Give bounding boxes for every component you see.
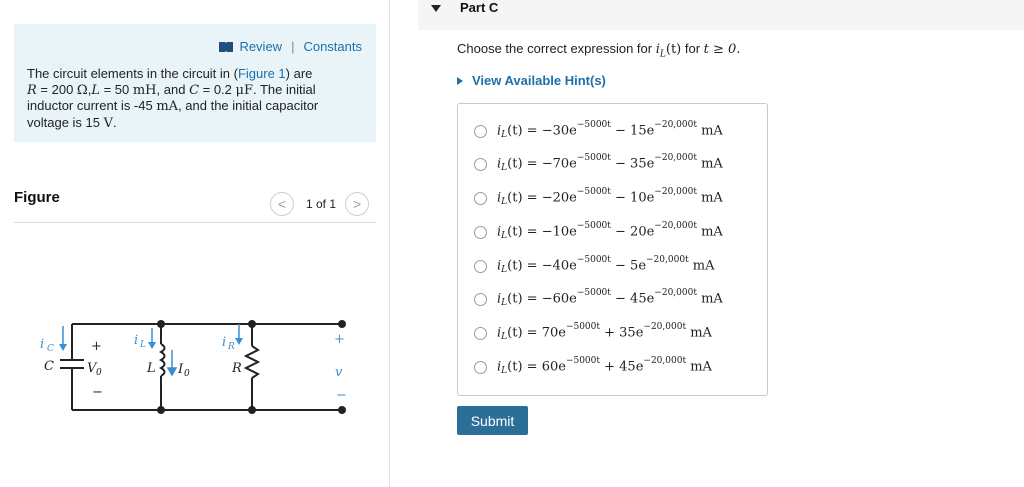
r-symbol: R (27, 82, 37, 98)
v-plus: + (334, 332, 345, 347)
next-figure-button[interactable]: > (345, 192, 369, 216)
figure-link[interactable]: Figure 1 (237, 66, 286, 81)
current-unit: mA (156, 99, 179, 114)
option-expression[interactable]: $i_L(t) = -10e^{-5000t} - 20e^{-20,000t}$ mA (497, 220, 723, 242)
hint-toggle[interactable] (457, 73, 606, 88)
question-mid: for (681, 41, 704, 56)
radio-button[interactable] (474, 158, 487, 171)
problem-info-box (14, 24, 376, 142)
question-text (457, 41, 740, 60)
question-prefix: Choose the correct expression for (457, 41, 656, 56)
caret-down-icon[interactable] (431, 5, 441, 12)
review-link[interactable]: Review (239, 39, 283, 54)
caret-right-icon (457, 77, 463, 85)
l-symbol: L (91, 82, 100, 98)
book-icon (219, 42, 233, 52)
radio-button[interactable] (474, 226, 487, 239)
radio-button[interactable] (474, 192, 487, 205)
vo-minus: − (92, 385, 103, 400)
io-sub: 0 (184, 369, 190, 379)
option-7[interactable] (474, 321, 712, 345)
ir-label: i (222, 335, 227, 350)
problem-text: voltage is 15 (27, 114, 104, 130)
r-value: = 200 (36, 81, 77, 97)
v-minus: − (336, 388, 347, 403)
vo-label: V (87, 361, 97, 376)
answer-options (457, 103, 768, 396)
option-expression[interactable]: $i_L(t) = -70e^{-5000t} - 35e^{-20,000t}$ mA (497, 152, 723, 174)
radio-button[interactable] (474, 260, 487, 273)
figure-title: Figure (14, 189, 60, 206)
c-label: C (44, 359, 54, 374)
prev-figure-button[interactable]: < (270, 192, 294, 216)
option-4[interactable] (474, 220, 723, 244)
c-symbol: C (189, 82, 200, 98)
part-header[interactable] (418, 0, 1024, 30)
problem-text: . (113, 114, 117, 130)
problem-text: The circuit elements in the circuit in ( (27, 66, 238, 81)
v-label: v (335, 365, 343, 380)
submit-button[interactable]: Submit (457, 406, 528, 435)
option-expression[interactable]: $i_L(t) = -20e^{-5000t} - 10e^{-20,000t}$ mA (497, 186, 723, 208)
links-separator: | (291, 39, 295, 54)
il-label: i (134, 333, 139, 348)
voltage-unit: V (103, 115, 113, 131)
question-condition: t ≥ 0. (703, 42, 741, 57)
c-unit: μF (235, 82, 253, 98)
part-title[interactable]: Part C (460, 0, 499, 15)
option-6[interactable] (474, 287, 723, 311)
ic-sub: C (47, 344, 54, 354)
circuit-diagram (30, 310, 360, 420)
option-2[interactable] (474, 152, 723, 176)
figure-pager (270, 192, 369, 216)
option-3[interactable] (474, 186, 723, 210)
ir-sub: R (228, 342, 235, 352)
option-8[interactable] (474, 355, 712, 379)
radio-button[interactable] (474, 361, 487, 374)
problem-text: ) are (285, 66, 313, 81)
figure-count: 1 of 1 (306, 197, 337, 211)
r-label: R (232, 361, 242, 376)
r-unit: Ω (76, 82, 88, 98)
info-links (219, 39, 362, 54)
question-var-sub: L (659, 49, 666, 60)
option-expression[interactable]: $i_L(t) = 60e^{-5000t} + 45e^{-20,000t}$ mA (497, 355, 712, 377)
problem-text: , and the initial capacitor (178, 98, 319, 113)
vo-sub: 0 (96, 368, 102, 378)
panel-divider (389, 0, 390, 487)
problem-text: inductor current is -45 (27, 98, 157, 113)
radio-button[interactable] (474, 125, 487, 138)
question-var: i (655, 42, 660, 57)
option-expression[interactable]: $i_L(t) = 70e^{-5000t} + 35e^{-20,000t}$ mA (497, 321, 712, 343)
l-label: L (147, 361, 156, 376)
problem-text: . The initial (252, 81, 316, 97)
radio-button[interactable] (474, 293, 487, 306)
l-unit: mH (132, 82, 157, 98)
hint-label[interactable]: View Available Hint(s) (472, 73, 606, 88)
c-value: = 0.2 (199, 81, 236, 97)
io-label: I (178, 362, 184, 377)
option-expression[interactable]: $i_L(t) = -60e^{-5000t} - 45e^{-20,000t}$ mA (497, 287, 723, 309)
constants-link[interactable]: Constants (303, 39, 362, 54)
left-panel (0, 0, 390, 487)
option-expression[interactable]: $i_L(t) = -30e^{-5000t} - 15e^{-20,000t}$ mA (497, 119, 723, 141)
figure-divider (14, 222, 376, 223)
radio-button[interactable] (474, 327, 487, 340)
question-var-arg: (t) (665, 42, 682, 57)
option-expression[interactable]: $i_L(t) = -40e^{-5000t} - 5e^{-20,000t}$ mA (497, 254, 715, 276)
option-1[interactable] (474, 119, 723, 143)
option-5[interactable] (474, 254, 715, 278)
vo-plus: + (91, 339, 102, 354)
l-value: = 50 (99, 81, 133, 97)
il-sub: L (140, 340, 146, 350)
ic-label: i (40, 337, 45, 352)
problem-statement: The circuit elements in the circuit in (Figure 1) are R = 200 Ω,L = 50 mH, and C = 0.2 μF. The initial inductor current is -45 mA, and the initial capacitor voltage is 15 V. (27, 66, 319, 131)
